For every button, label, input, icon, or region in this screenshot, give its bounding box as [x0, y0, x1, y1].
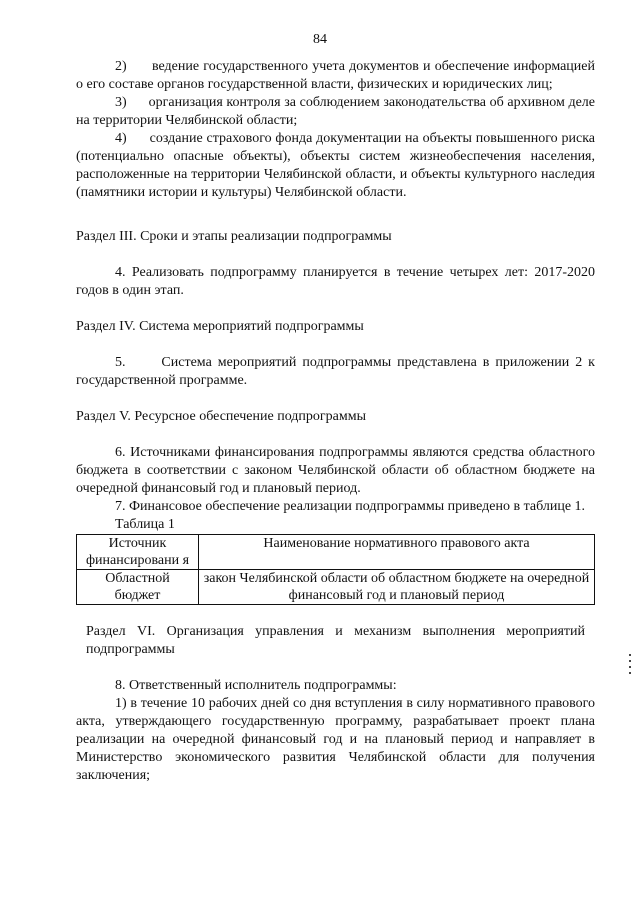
section-3-heading: Раздел III. Сроки и этапы реализации подпрограммы	[76, 229, 392, 244]
financing-table	[76, 534, 595, 605]
margin-scan-mark	[627, 650, 633, 690]
document-body	[76, 58, 599, 785]
table-header-row	[77, 535, 595, 570]
table-cell: закон Челябинской области об областном бюджете на очередной финансовый год и плановый период	[199, 570, 595, 605]
list-item-text: организация контроля за соблюдением законодательства об архивном деле на территории Челябинской области;	[76, 95, 596, 128]
page-number: 84	[313, 32, 327, 47]
list-item-text: ведение государственного учета документов и обеспечение информацией о его составе органов государственной власти, физических и юридических лиц;	[76, 59, 595, 92]
table-cell: Областной бюджет	[77, 570, 199, 605]
section-5-heading: Раздел V. Ресурсное обеспечение подпрограммы	[76, 409, 367, 424]
table-header-cell: Источник финансировани я	[77, 535, 199, 570]
table-caption: Таблица 1	[115, 517, 175, 532]
paragraph-5: 5. Система мероприятий подпрограммы представлена в приложении 2 к государственной программе.	[76, 355, 599, 388]
section-4-heading: Раздел IV. Система мероприятий подпрограммы	[76, 319, 364, 334]
paragraph-8-1: 1) в течение 10 рабочих дней со дня вступления в силу нормативного правового акта, утверждающего государственную программу, разрабатывает проект плана реализации на очередной финансовый год и на плановый период и направляет в Министерство экономического развития Челябинской области для получения заключения;	[76, 696, 595, 783]
list-item	[76, 94, 595, 130]
section-6-heading: Раздел VI. Организация управления и механизм выполнения мероприятий подпрограммы	[86, 624, 585, 657]
list-item-text: создание страхового фонда документации на объекты повышенного риска (потенциально опасные объекты), объекты систем жизнеобеспечения населения, расположенные на территории Челябинской области, и объекты культурного наследия (памятники истории и культуры) Челябинской области.	[76, 131, 596, 200]
list-item	[76, 58, 595, 94]
table-header-cell: Наименование нормативного правового акта	[199, 535, 595, 570]
list-item-number: 3)	[115, 95, 127, 110]
paragraph-4: 4. Реализовать подпрограмму планируется в течение четырех лет: 2017-2020 годов в один этап.	[76, 265, 595, 298]
paragraph-8: 8. Ответственный исполнитель подпрограммы:	[115, 678, 397, 693]
paragraph-7: 7. Финансовое обеспечение реализации подпрограммы приведено в таблице 1.	[115, 499, 586, 514]
paragraph-6: 6. Источниками финансирования подпрограммы являются средства областного бюджета в соответствии с законом Челябинской области об областном бюджете на очередной финансовый год и плановый период.	[76, 445, 595, 496]
list-item-number: 4)	[115, 131, 127, 146]
list-item-number: 2)	[115, 59, 127, 74]
list-item	[76, 130, 595, 202]
table-row	[77, 570, 595, 605]
